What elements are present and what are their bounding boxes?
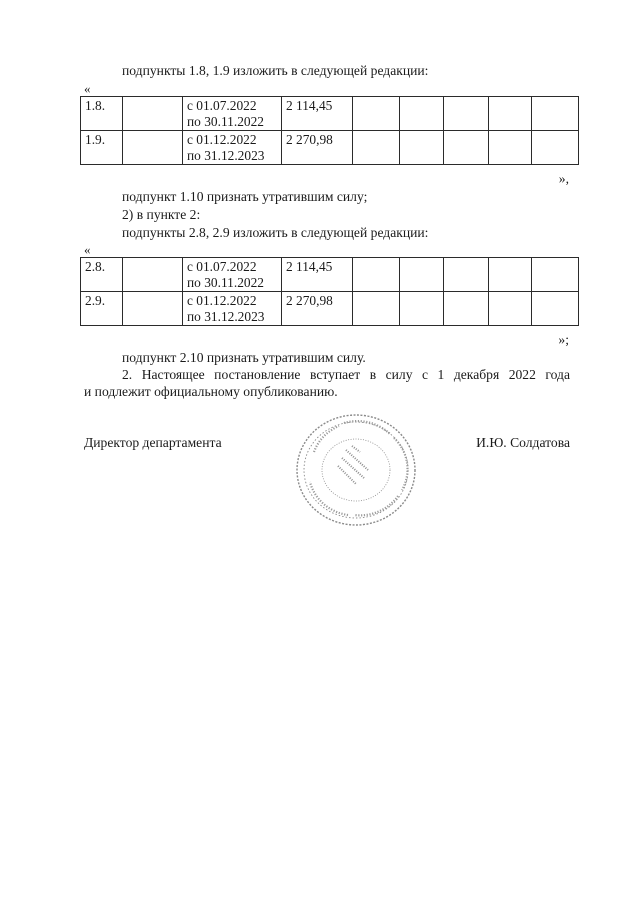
section2-table (80, 257, 579, 326)
section2-close-quote: »; (558, 332, 569, 347)
empty-cell (532, 97, 579, 131)
empty-cell (400, 258, 444, 292)
date-from: с 01.12.2022 (187, 293, 257, 308)
empty-cell (123, 97, 183, 131)
empty-cell (532, 258, 579, 292)
value-cell: 2 270,98 (282, 292, 353, 326)
date-range-cell (183, 292, 282, 326)
table-row (81, 97, 579, 131)
row-number: 1.8. (81, 97, 123, 131)
section2-intro: подпункты 2.8, 2.9 изложить в следующей редакции: (122, 225, 429, 240)
empty-cell (353, 258, 400, 292)
empty-cell (353, 292, 400, 326)
row-number: 2.8. (81, 258, 123, 292)
section1-open-quote: « (84, 81, 91, 96)
empty-cell (353, 131, 400, 165)
section2-heading: 2) в пункте 2: (122, 207, 201, 222)
final-clause-line1: 2. Настоящее постановление вступает в силу с 1 декабря 2022 года (122, 367, 570, 382)
empty-cell (123, 258, 183, 292)
section1-close-quote: », (558, 171, 569, 186)
value-cell: 2 270,98 (282, 131, 353, 165)
date-range-cell (183, 258, 282, 292)
empty-cell (532, 131, 579, 165)
section1-table (80, 96, 579, 165)
empty-cell (400, 292, 444, 326)
date-from: с 01.07.2022 (187, 98, 257, 113)
row-number: 2.9. (81, 292, 123, 326)
date-to: по 31.12.2023 (187, 309, 265, 324)
empty-cell (123, 131, 183, 165)
table-row (81, 258, 579, 292)
empty-cell (489, 292, 532, 326)
date-from: с 01.07.2022 (187, 259, 257, 274)
section2-repeal: подпункт 2.10 признать утратившим силу. (122, 350, 366, 365)
empty-cell (489, 258, 532, 292)
table-row (81, 292, 579, 326)
row-number: 1.9. (81, 131, 123, 165)
empty-cell (532, 292, 579, 326)
signatory-name: И.Ю. Солдатова (476, 435, 570, 450)
empty-cell (400, 131, 444, 165)
value-cell: 2 114,45 (282, 258, 353, 292)
table-row (81, 131, 579, 165)
date-range-cell (183, 131, 282, 165)
section2-open-quote: « (84, 242, 91, 257)
date-range-cell (183, 97, 282, 131)
empty-cell (489, 131, 532, 165)
empty-cell (444, 97, 489, 131)
empty-cell (353, 97, 400, 131)
seal-icon (294, 412, 418, 528)
empty-cell (444, 131, 489, 165)
date-to: по 31.12.2023 (187, 148, 265, 163)
section1-intro: подпункты 1.8, 1.9 изложить в следующей редакции: (122, 63, 429, 78)
empty-cell (489, 97, 532, 131)
empty-cell (123, 292, 183, 326)
section1-repeal: подпункт 1.10 признать утратившим силу; (122, 189, 368, 204)
value-cell: 2 114,45 (282, 97, 353, 131)
signatory-position: Директор департамента (84, 435, 222, 450)
empty-cell (444, 258, 489, 292)
final-clause-line2: и подлежит официальному опубликованию. (84, 384, 338, 399)
date-from: с 01.12.2022 (187, 132, 257, 147)
empty-cell (400, 97, 444, 131)
empty-cell (444, 292, 489, 326)
date-to: по 30.11.2022 (187, 114, 264, 129)
date-to: по 30.11.2022 (187, 275, 264, 290)
